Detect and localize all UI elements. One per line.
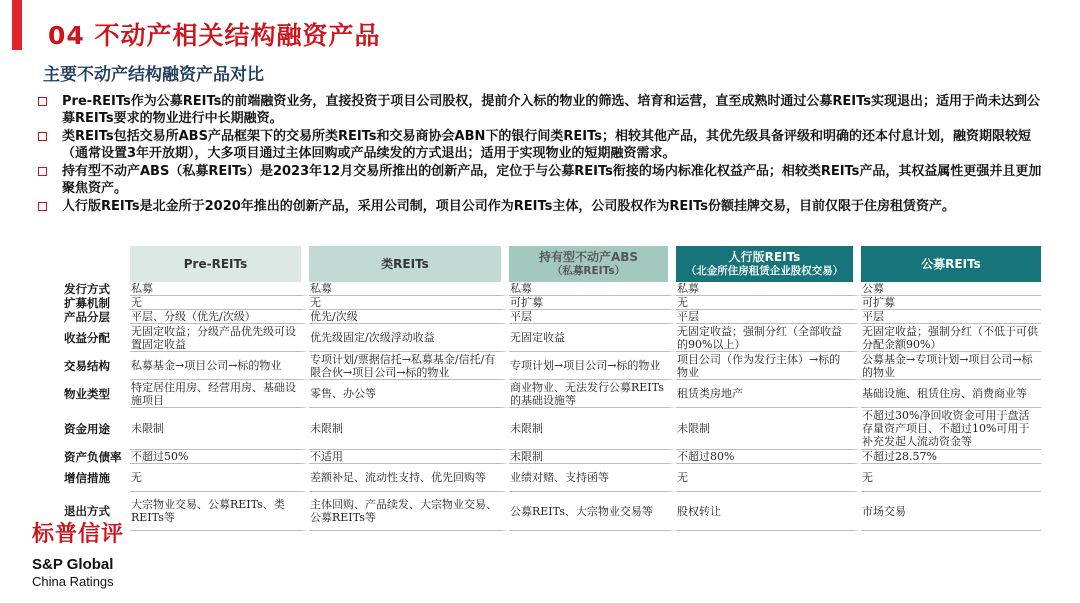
table-cell: 私募 — [130, 282, 309, 296]
table-row — [58, 310, 1041, 324]
row-label: 产品分层 — [58, 310, 130, 324]
table-cell: 可扩募 — [861, 296, 1041, 310]
table-cell: 不超过50% — [130, 450, 309, 464]
logo-chinese-text: 标普信评 — [32, 522, 125, 547]
table-cell: 不超过30%净回收资金可用于盘活存量资产项目、不超过10%可用于补充发起人流动资金等 — [861, 408, 1041, 450]
table-body — [58, 282, 1041, 531]
bullet-item — [38, 198, 1043, 215]
table-cell: 市场交易 — [861, 492, 1041, 531]
logo-english-subtext: China Ratings — [32, 574, 114, 589]
table-cell: 不适用 — [309, 450, 509, 464]
bullet-text: 类REITs包括交易所ABS产品框架下的交易所类REITs和交易商协会ABN下的银行间类REITs；相较其他产品，其优先级具备评级和明确的还本付息计划，融资期限较短（通常设置3年开放期），大多项目通过主体回购或产品续发的方式退出；适用于实现物业的短期融资需求。 — [62, 129, 1032, 161]
table-cell: 优先/次级 — [309, 310, 509, 324]
table-cell: 零售、办公等 — [309, 380, 509, 408]
comparison-table — [58, 246, 1041, 531]
table-cell: 未限制 — [130, 408, 309, 450]
column-header-pboc-reits: 人行版REITs （北金所住房租赁企业股权交易） — [676, 246, 861, 282]
table-cell: 未限制 — [309, 408, 509, 450]
table-cell: 不超过80% — [676, 450, 861, 464]
bullet-item — [38, 128, 1043, 162]
row-label: 扩募机制 — [58, 296, 130, 310]
table-cell: 未限制 — [676, 408, 861, 450]
table-cell: 私募基金→项目公司→标的物业 — [130, 352, 309, 380]
row-label: 资产负债率 — [58, 450, 130, 464]
row-label: 增信措施 — [58, 464, 130, 492]
table-cell: 未限制 — [509, 450, 676, 464]
table-row — [58, 492, 1041, 531]
table-cell: 无 — [130, 464, 309, 492]
column-header-lei-reits: 类REITs — [309, 246, 509, 282]
bullet-text: 人行版REITs是北金所于2020年推出的创新产品，采用公司制，项目公司作为REITs主体，公司股权作为REITs份额挂牌交易，目前仅限于住房租赁资产。 — [62, 199, 956, 214]
table-cell: 公募基金→专项计划→项目公司→标的物业 — [861, 352, 1041, 380]
table-cell: 无 — [676, 296, 861, 310]
square-bullet-icon — [38, 167, 47, 176]
table-cell: 专项计划/票据信托→私募基金/信托/有限合伙→项目公司→标的物业 — [309, 352, 509, 380]
table-cell: 无固定收益 — [509, 324, 676, 352]
table-cell: 无 — [130, 296, 309, 310]
table-cell: 私募 — [509, 282, 676, 296]
table-cell: 基础设施、租赁住房、消费商业等 — [861, 380, 1041, 408]
table-cell: 专项计划→项目公司→标的物业 — [509, 352, 676, 380]
table-cell: 公募 — [861, 282, 1041, 296]
row-label: 资金用途 — [58, 408, 130, 450]
table-cell: 平层、分级（优先/次级） — [130, 310, 309, 324]
table-cell: 租赁类房地产 — [676, 380, 861, 408]
column-header-pre-reits: Pre-REITs — [130, 246, 309, 282]
table-cell: 无固定收益；分级产品优先级可设置固定收益 — [130, 324, 309, 352]
table-row — [58, 282, 1041, 296]
table-cell: 无 — [676, 464, 861, 492]
row-label: 发行方式 — [58, 282, 130, 296]
column-header-holding-abs: 持有型不动产ABS （私募REITs） — [509, 246, 676, 282]
table-row — [58, 450, 1041, 464]
table-row — [58, 408, 1041, 450]
table-row — [58, 296, 1041, 310]
table-row — [58, 324, 1041, 352]
bullet-text: Pre-REITs作为公募REITs的前端融资业务，直接投资于项目公司股权，提前介入标的物业的筛选、培育和运营，直至成熟时通过公募REITs实现退出；适用于尚未达到公募REITs要求的物业进行中长期融资。 — [62, 94, 1040, 126]
table-header-row — [58, 246, 1041, 282]
table-corner — [58, 246, 130, 282]
table-cell: 差额补足、流动性支持、优先回购等 — [309, 464, 509, 492]
table-cell: 大宗物业交易、公募REITs、类REITs等 — [130, 492, 309, 531]
table-cell: 无固定收益；强制分红（全部收益的90%以上） — [676, 324, 861, 352]
table-cell: 无固定收益；强制分红（不低于可供分配金额90%） — [861, 324, 1041, 352]
table-cell: 公募REITs、大宗物业交易等 — [509, 492, 676, 531]
logo-english-text: S&P Global — [32, 556, 114, 573]
table-cell: 股权转让 — [676, 492, 861, 531]
bullet-item — [38, 163, 1043, 197]
page-title: 04 不动产相关结构融资产品 — [48, 21, 381, 50]
row-label: 物业类型 — [58, 380, 130, 408]
page-subtitle: 主要不动产结构融资产品对比 — [43, 65, 264, 85]
column-header-public-reits: 公募REITs — [861, 246, 1041, 282]
table-cell: 无 — [309, 296, 509, 310]
table-row — [58, 352, 1041, 380]
table-cell: 优先级固定/次级浮动收益 — [309, 324, 509, 352]
table-cell: 特定居住用房、经营用房、基础设施项目 — [130, 380, 309, 408]
table-cell: 业绩对赌、支持函等 — [509, 464, 676, 492]
bullet-item — [38, 93, 1043, 127]
bullet-list — [38, 93, 1043, 216]
table-cell: 私募 — [309, 282, 509, 296]
table-row — [58, 464, 1041, 492]
bullet-text: 持有型不动产ABS（私募REITs）是2023年12月交易所推出的创新产品，定位于与公募REITs衔接的场内标准化权益产品；相较类REITs产品，其权益属性更强并且更加聚焦资产。 — [62, 164, 1042, 196]
square-bullet-icon — [38, 132, 47, 141]
row-label: 退出方式 — [58, 492, 130, 531]
row-label: 收益分配 — [58, 324, 130, 352]
table-cell: 无 — [861, 464, 1041, 492]
table-cell: 平层 — [509, 310, 676, 324]
table-row — [58, 380, 1041, 408]
row-label: 交易结构 — [58, 352, 130, 380]
square-bullet-icon — [38, 97, 47, 106]
table-cell: 主体回购、产品续发、大宗物业交易、公募REITs等 — [309, 492, 509, 531]
table-cell: 商业物业、无法发行公募REITs的基础设施等 — [509, 380, 676, 408]
title-accent-bar — [12, 0, 22, 50]
table-cell: 平层 — [676, 310, 861, 324]
table-cell: 平层 — [861, 310, 1041, 324]
table-cell: 私募 — [676, 282, 861, 296]
sp-global-logo — [32, 522, 124, 589]
table-cell: 不超过28.57% — [861, 450, 1041, 464]
square-bullet-icon — [38, 202, 47, 211]
table-cell: 未限制 — [509, 408, 676, 450]
table-cell: 项目公司（作为发行主体）→标的物业 — [676, 352, 861, 380]
table-cell: 可扩募 — [509, 296, 676, 310]
